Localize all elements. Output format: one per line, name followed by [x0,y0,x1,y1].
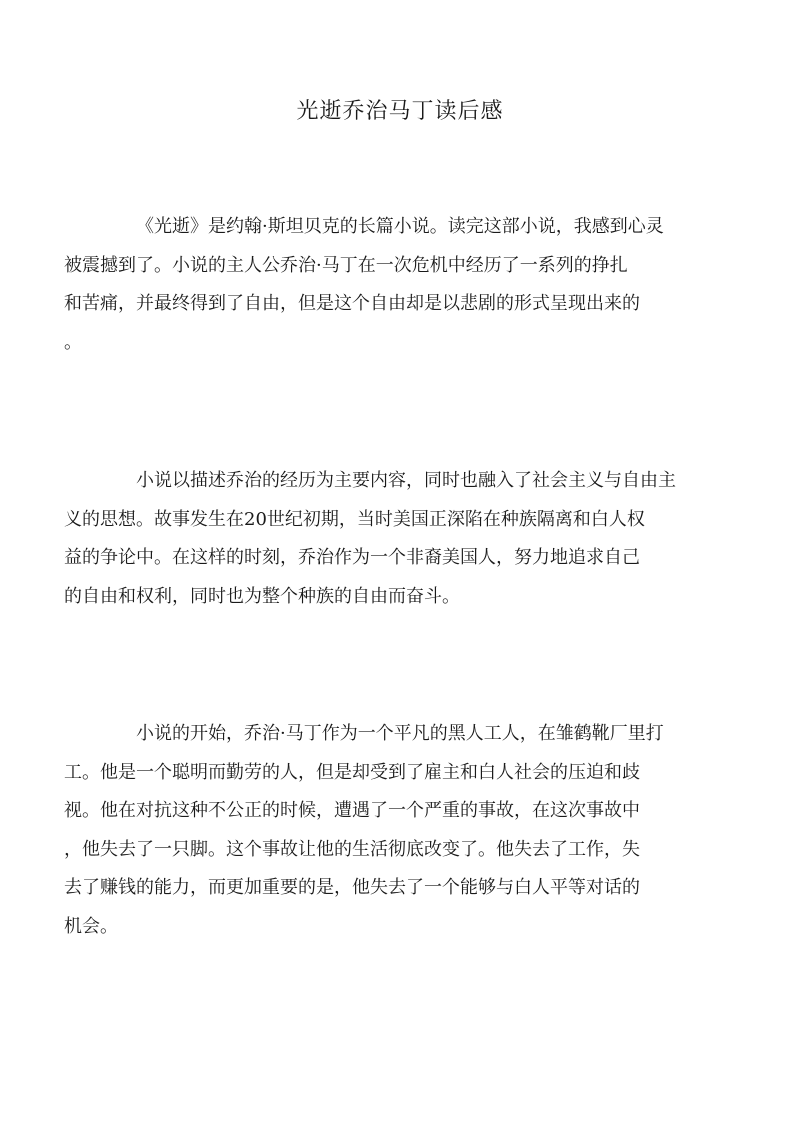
paragraph-line: 小说以描述乔治的经历为主要内容，同时也融入了社会主义与自由主 [136,470,676,491]
paragraph-line: 小说的开始，乔治·马丁作为一个平凡的黑人工人，在雏鹤靴厂里打 [136,723,664,744]
page-title: 光逝乔治马丁读后感 [296,99,504,124]
paragraph-1 [64,208,700,362]
paragraph-line: ，他失去了一只脚。这个事故让他的生活彻底改变了。他失去了工作，失 [64,838,640,860]
paragraph-line: 义的思想。故事发生在20世纪初期，当时美国正深陷在种族隔离和白人权 [64,508,645,530]
paragraph-line: 被震撼到了。小说的主人公乔治·马丁在一次危机中经历了一系列的挣扎 [64,254,628,276]
paragraph-line: 。 [64,331,82,353]
paragraph-line: 去了赚钱的能力，而更加重要的是，他失去了一个能够与白人平等对话的 [64,877,640,898]
paragraph-line: 和苦痛，并最终得到了自由，但是这个自由却是以悲剧的形式呈现出来的 [64,293,640,314]
paragraph-line: 《光逝》是约翰·斯坦贝克的长篇小说。读完这部小说，我感到心灵 [136,216,664,237]
paragraph-2 [64,462,700,616]
paragraph-line: 的自由和权利，同时也为整个种族的自由而奋斗。 [64,585,460,607]
paragraph-line: 工。他是一个聪明而勤劳的人，但是却受到了雇主和白人社会的压迫和歧 [64,761,640,783]
paragraph-line: 机会。 [64,915,118,937]
paragraph-3 [64,715,700,946]
paragraph-line: 视。他在对抗这种不公正的时候，遭遇了一个严重的事故，在这次事故中 [64,800,640,821]
paragraph-line: 益的争论中。在这样的时刻，乔治作为一个非裔美国人，努力地追求自己 [64,547,640,568]
